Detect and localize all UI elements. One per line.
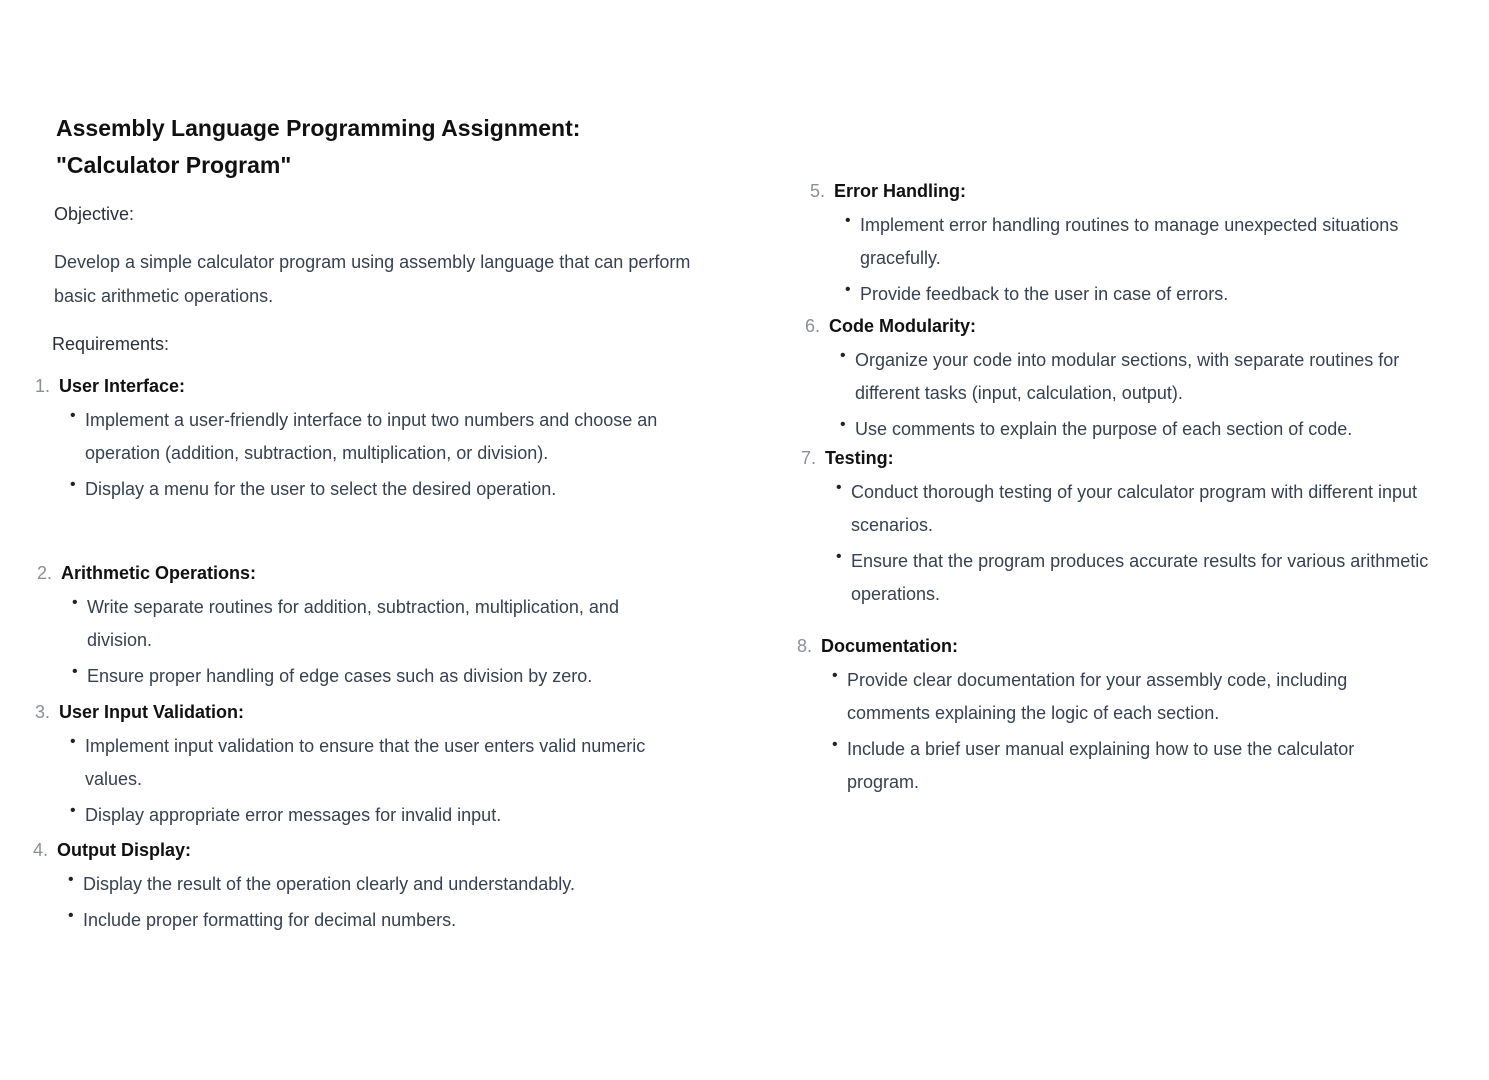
requirement-number: 6. xyxy=(804,316,820,336)
list-item xyxy=(836,476,1435,542)
list-item xyxy=(68,868,667,901)
bullet-text: Display appropriate error messages for invalid input. xyxy=(85,805,502,825)
bullet-text: Ensure that the program produces accurate results for various arithmetic operations. xyxy=(851,551,1429,604)
bullet-icon: • xyxy=(70,407,76,424)
bullet-text: Implement error handling routines to manage unexpected situations gracefully. xyxy=(860,215,1399,268)
requirement-heading xyxy=(796,632,1431,660)
bullet-icon: • xyxy=(836,548,842,565)
requirement-heading xyxy=(34,698,669,726)
bullet-text: Provide feedback to the user in case of errors. xyxy=(860,284,1229,304)
bullet-text: Implement input validation to ensure that the user enters valid numeric values. xyxy=(85,736,646,789)
bullet-icon: • xyxy=(72,663,78,680)
requirements-label: Requirements: xyxy=(52,334,170,354)
bullet-text: Display a menu for the user to select the desired operation. xyxy=(85,479,557,499)
list-item xyxy=(70,799,669,832)
bullet-text: Write separate routines for addition, subtraction, multiplication, and division. xyxy=(87,597,619,650)
requirement-documentation xyxy=(796,632,1431,802)
bullet-icon: • xyxy=(70,733,76,750)
bullet-text: Provide clear documentation for your assembly code, including comments explaining the logic of each section. xyxy=(847,670,1348,723)
requirement-arithmetic-operations xyxy=(36,559,671,696)
bullet-icon: • xyxy=(70,802,76,819)
bullet-icon: • xyxy=(832,736,838,753)
requirement-number: 1. xyxy=(34,376,50,396)
bullet-icon: • xyxy=(840,416,846,433)
list-item xyxy=(68,904,667,937)
bullet-icon: • xyxy=(72,594,78,611)
bullet-list xyxy=(829,344,1439,446)
bullet-list xyxy=(834,209,1444,311)
bullet-icon: • xyxy=(845,281,851,298)
requirement-title: Arithmetic Operations: xyxy=(61,563,257,583)
bullet-icon: • xyxy=(68,907,74,924)
requirement-title: User Interface: xyxy=(59,376,186,396)
objective-label: Objective: xyxy=(54,204,135,224)
bullet-list xyxy=(825,476,1435,611)
bullet-list xyxy=(821,664,1431,799)
requirement-heading xyxy=(800,444,1435,472)
bullet-text: Conduct thorough testing of your calculator program with different input scenarios. xyxy=(851,482,1417,535)
list-item xyxy=(845,209,1444,275)
requirement-title: User Input Validation: xyxy=(59,702,245,722)
bullet-icon: • xyxy=(70,476,76,493)
list-item xyxy=(832,664,1431,730)
list-item xyxy=(72,660,671,693)
bullet-icon: • xyxy=(832,667,838,684)
requirement-heading xyxy=(36,559,671,587)
requirement-number: 2. xyxy=(36,563,52,583)
bullet-text: Organize your code into modular sections, with separate routines for different tasks (input, calculation, output). xyxy=(855,350,1400,403)
list-item xyxy=(70,473,669,506)
title-line-2: "Calculator Program" xyxy=(56,152,292,178)
list-item xyxy=(845,278,1444,311)
list-item xyxy=(836,545,1435,611)
requirement-testing xyxy=(800,444,1435,614)
requirement-number: 5. xyxy=(809,181,825,201)
bullet-text: Include a brief user manual explaining how to use the calculator program. xyxy=(847,739,1355,792)
requirement-title: Error Handling: xyxy=(834,181,967,201)
requirement-error-handling xyxy=(809,177,1444,314)
requirement-heading xyxy=(804,312,1439,340)
requirement-heading xyxy=(32,836,667,864)
bullet-icon: • xyxy=(840,347,846,364)
requirement-heading xyxy=(809,177,1444,205)
bullet-list xyxy=(61,591,671,693)
page-title xyxy=(56,110,696,184)
objective-text: Develop a simple calculator program using assembly language that can perform basic arithmetic operations. xyxy=(54,252,691,306)
requirement-number: 7. xyxy=(800,448,816,468)
requirement-code-modularity xyxy=(804,312,1439,449)
bullet-icon: • xyxy=(845,212,851,229)
requirement-heading xyxy=(34,372,669,400)
bullet-text: Include proper formatting for decimal numbers. xyxy=(83,910,457,930)
bullet-icon: • xyxy=(68,871,74,888)
list-item xyxy=(70,730,669,796)
bullet-text: Ensure proper handling of edge cases such as division by zero. xyxy=(87,666,593,686)
bullet-list xyxy=(57,868,667,937)
bullet-list xyxy=(59,730,669,832)
title-line-1: Assembly Language Programming Assignment: xyxy=(56,115,581,141)
requirement-number: 8. xyxy=(796,636,812,656)
requirement-output-display xyxy=(32,836,667,940)
requirement-user-interface xyxy=(34,372,669,509)
bullet-text: Use comments to explain the purpose of each section of code. xyxy=(855,419,1353,439)
requirement-title: Code Modularity: xyxy=(829,316,976,336)
list-item xyxy=(70,404,669,470)
bullet-text: Display the result of the operation clearly and understandably. xyxy=(83,874,575,894)
requirement-number: 4. xyxy=(32,840,48,860)
requirement-title: Testing: xyxy=(825,448,894,468)
requirement-user-input-validation xyxy=(34,698,669,835)
requirement-number: 3. xyxy=(34,702,50,722)
bullet-text: Implement a user-friendly interface to input two numbers and choose an operation (addition, subtraction, multiplication, or division). xyxy=(85,410,658,463)
list-item xyxy=(72,591,671,657)
bullet-list xyxy=(59,404,669,506)
requirement-title: Documentation: xyxy=(821,636,958,656)
bullet-icon: • xyxy=(836,479,842,496)
requirement-title: Output Display: xyxy=(57,840,191,860)
list-item xyxy=(832,733,1431,799)
list-item xyxy=(840,344,1439,410)
list-item xyxy=(840,413,1439,446)
